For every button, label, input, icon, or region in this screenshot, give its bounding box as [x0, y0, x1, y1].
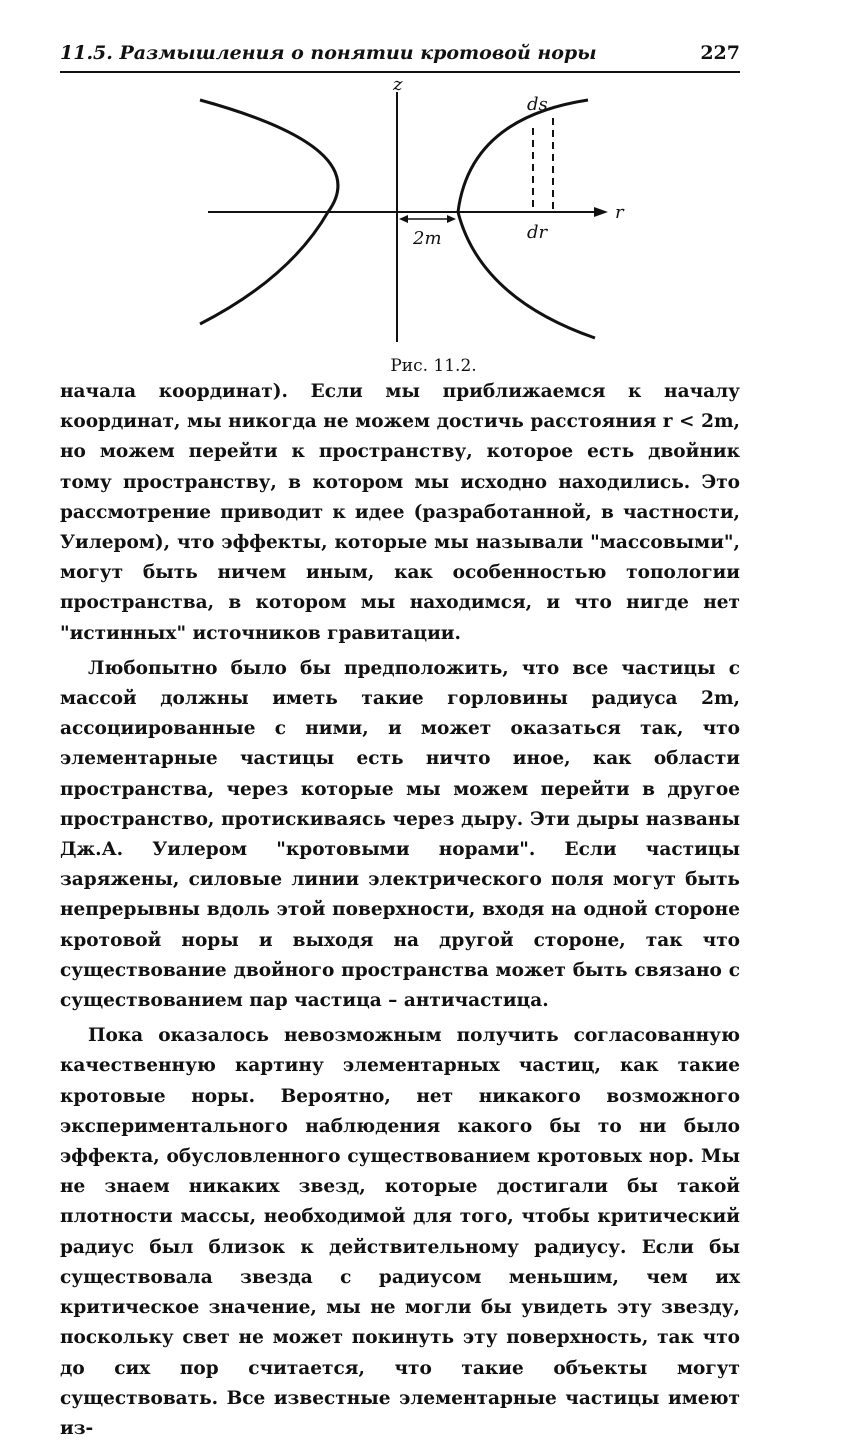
r-axis-arrow	[594, 207, 608, 217]
r-axis-label: r	[615, 202, 624, 223]
ds-label: ds	[527, 94, 548, 115]
throat-label: 2m	[413, 228, 442, 249]
wormhole-figure	[190, 78, 630, 358]
right-branch-curve	[458, 100, 595, 338]
figure-caption: Рис. 11.2.	[390, 356, 477, 376]
throat-arrow-right	[447, 215, 456, 223]
page-number: 227	[700, 42, 740, 64]
running-header	[60, 42, 740, 64]
paragraph-1: начала координат). Если мы приближаемся к началу координат, мы никогда не можем достичь расстояния r < 2m, но можем перейти к пространству, которое есть двойник тому пространству, в котором мы исходно находились. Это рассмотрение приводит к идее (разработанной, в частности, Уилером), что эффекты, которые мы называли "массовыми", могут быть ничем иным, как особенностью топологии пространства, в котором мы находимся, и что нигде нет "истинных" источников гравитации.	[60, 381, 740, 644]
body-text	[60, 377, 740, 1449]
z-axis-label: z	[393, 78, 403, 95]
section-title: 11.5. Размышления о понятии кротовой норы	[60, 42, 597, 64]
paragraph-2: Любопытно было бы предположить, что все частицы с массой должны иметь такие горловины радиуса 2m, ассоциированные с ними, и может оказаться так, что элементарные частицы есть ничто иное, как области пространства, через которые мы можем перейти в другое пространство, протискиваясь через дыру. Эти дыры названы Дж.А. Уилером "кротовыми норами". Если частицы заряжены, силовые линии электрического поля могут быть непрерывны вдоль этой поверхности, входя на одной стороне кротовой норы и выходя на другой стороне, так что существование двойного пространства может быть связано с существованием пар частица – античастица.	[60, 657, 740, 1012]
paragraph-3: Пока оказалось невозможным получить согласованную качественную картину элементарных частиц, как такие кротовые норы. Вероятно, нет никакого возможного экспериментального наблюдения какого бы то ни было эффекта, обусловленного существованием кротовых нор. Мы не знаем никаких звезд, которые достигали бы такой плотности массы, необходимой для того, чтобы критический радиус был близок к действительному радиусу. Если бы существовала звезда с радиусом меньшим, чем их критическое значение, мы не могли бы увидеть эту звезду, поскольку свет не может покинуть эту поверхность, так что до сих пор считается, что такие объекты могут существовать. Все известные элементарные частицы имеют из-	[60, 1025, 740, 1439]
dr-label: dr	[527, 222, 548, 243]
throat-arrow-left	[399, 215, 408, 223]
header-rule	[60, 71, 740, 73]
